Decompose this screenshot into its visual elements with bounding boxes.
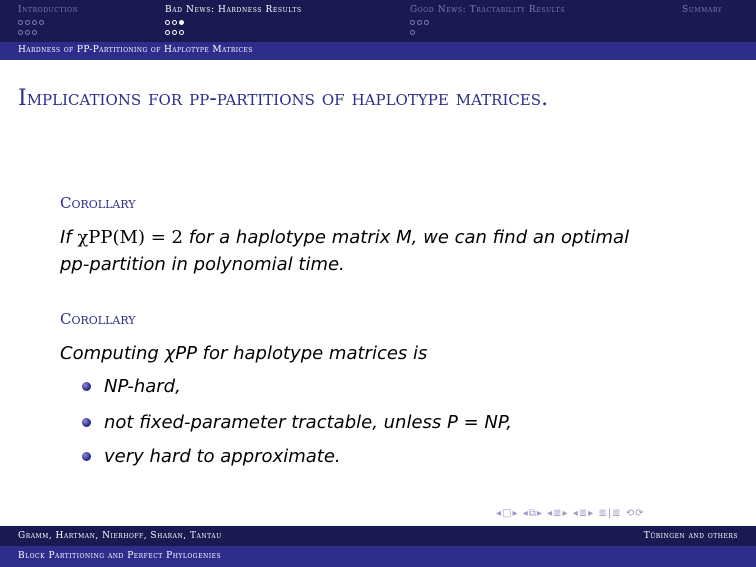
nav-part-icon[interactable]: ≣ xyxy=(578,508,589,519)
nav-next-frame-icon[interactable]: ▸ xyxy=(512,508,519,519)
corollary-2-item-approx: very hard to approximate. xyxy=(104,446,341,467)
corollary-1-math: χPP(M) = 2 xyxy=(77,227,183,248)
nav-slide-dot[interactable] xyxy=(32,30,37,35)
nav-slide-dot[interactable] xyxy=(18,30,23,35)
corollary-2-intro: Computing χPP for haplotype matrices is xyxy=(60,343,428,364)
nav-back-forward-icon[interactable]: ⟳ xyxy=(635,508,645,519)
nav-next-subsection-icon[interactable]: ▸ xyxy=(536,508,543,519)
corollary-2-item-not-fpt: not fixed-parameter tractable, unless P = NP, xyxy=(104,412,512,433)
nav-slide-dot[interactable] xyxy=(18,20,23,25)
nav-slide-dot[interactable] xyxy=(25,20,30,25)
nav-next-section-icon[interactable]: ▸ xyxy=(562,508,569,519)
footer-title-bar xyxy=(0,546,756,567)
bullet-icon xyxy=(82,452,91,461)
nav-dots-good-news-row2 xyxy=(410,30,417,35)
nav-slide-dot[interactable] xyxy=(165,20,170,25)
corollary-2-heading: Corollary xyxy=(60,310,136,328)
nav-dots-bad-news-row1 xyxy=(165,20,186,25)
corollary-2-item-np-hard: NP-hard, xyxy=(104,376,181,397)
nav-slide-dot[interactable] xyxy=(172,30,177,35)
nav-current-slide-dot[interactable] xyxy=(179,20,184,25)
corollary-1-heading: Corollary xyxy=(60,194,136,212)
nav-slide-dot[interactable] xyxy=(25,30,30,35)
footer-talk-title: Block Partitioning and Perfect Phylogenies xyxy=(18,551,222,561)
nav-subsection-icon[interactable]: ⧉ xyxy=(528,508,537,519)
nav-section-summary[interactable]: Summary xyxy=(682,5,723,15)
bullet-icon xyxy=(82,418,91,427)
bullet-icon xyxy=(82,382,91,391)
footer-institute: Tübingen and others xyxy=(643,531,738,541)
nav-next-part-icon[interactable]: ▸ xyxy=(588,508,595,519)
nav-dots-bad-news-row2 xyxy=(165,30,186,35)
nav-section-introduction[interactable]: Introduction xyxy=(18,5,79,15)
nav-frame-icon[interactable]: □ xyxy=(502,508,513,519)
section-navigation-bar xyxy=(0,0,756,42)
beamer-navigation-controls xyxy=(496,508,644,519)
subsection-bar xyxy=(0,42,756,60)
corollary-1-suffix: for a haplotype matrix M, we can find an optimal xyxy=(182,227,630,248)
nav-prev-part-icon[interactable]: ◂ xyxy=(572,508,579,519)
nav-slide-dot[interactable] xyxy=(179,30,184,35)
footer-authors: Gramm, Hartman, Nierhoff, Sharan, Tantau xyxy=(18,531,222,541)
corollary-1-statement xyxy=(60,224,629,251)
nav-prev-subsection-icon[interactable]: ◂ xyxy=(522,508,529,519)
nav-slide-dot[interactable] xyxy=(424,20,429,25)
nav-prev-frame-icon[interactable]: ◂ xyxy=(496,508,503,519)
nav-section-icon[interactable]: ≣ xyxy=(553,508,563,519)
nav-prev-section-icon[interactable]: ◂ xyxy=(547,508,554,519)
nav-section-good-news[interactable]: Good News: Tractability Results xyxy=(410,5,566,15)
slide-title: Implications for pp-partitions of haplotype matrices. xyxy=(18,86,549,111)
nav-slide-dot[interactable] xyxy=(172,20,177,25)
nav-dots-good-news-row1 xyxy=(410,20,431,25)
subsection-title: Hardness of PP-Partitioning of Haplotype Matrices xyxy=(18,45,253,55)
footer-author-bar xyxy=(0,526,756,546)
nav-dots-introduction-row2 xyxy=(18,30,39,35)
nav-slide-dot[interactable] xyxy=(32,20,37,25)
nav-slide-dot[interactable] xyxy=(39,20,44,25)
nav-appendix-icon[interactable]: ≣|≣ xyxy=(598,508,622,519)
nav-slide-dot[interactable] xyxy=(165,30,170,35)
nav-search-icon[interactable]: ⟲ xyxy=(625,508,636,519)
nav-dots-introduction-row1 xyxy=(18,20,46,25)
corollary-1-statement-line2: pp-partition in polynomial time. xyxy=(60,254,345,275)
corollary-1-prefix: If xyxy=(60,227,78,248)
nav-slide-dot[interactable] xyxy=(410,20,415,25)
nav-section-bad-news[interactable]: Bad News: Hardness Results xyxy=(165,5,302,15)
nav-slide-dot[interactable] xyxy=(410,30,415,35)
nav-slide-dot[interactable] xyxy=(417,20,422,25)
